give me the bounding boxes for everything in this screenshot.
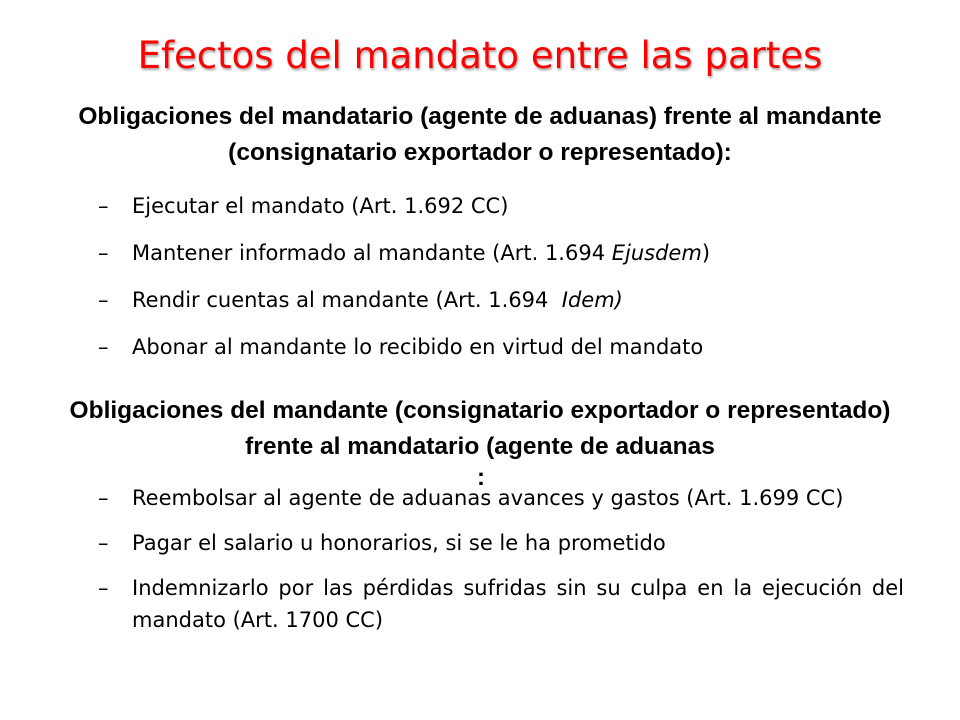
list-item — [98, 482, 904, 514]
list-item-text: Ejecutar el mandato (Art. 1.692 CC) — [132, 194, 509, 218]
bullet-dash-icon: – — [98, 531, 109, 555]
obligations-list-mandatario — [98, 190, 904, 378]
list-item — [98, 284, 904, 316]
bullet-dash-icon: – — [98, 288, 109, 312]
bullet-dash-icon: – — [98, 486, 109, 510]
section-heading-mandante: Obligaciones del mandante (consignatario exportador o representado) frente al mandatario (agente de aduanas — [69, 397, 891, 460]
obligations-list-mandante — [98, 482, 904, 649]
bullet-dash-icon: – — [98, 335, 109, 359]
list-item-italic-text: Idem) — [561, 288, 623, 312]
heading-trailing-colon: : — [477, 464, 485, 491]
list-item-text: Reembolsar al agente de aduanas avances y gastos (Art. 1.699 CC) — [132, 486, 844, 510]
list-item-text: Abonar al mandante lo recibido en virtud del mandato — [132, 335, 704, 359]
list-item-text: Indemnizarlo por las pérdidas sufridas sin su culpa en la ejecución del mandato (Art. 1700 CC) — [132, 576, 904, 632]
bullet-dash-icon: – — [98, 194, 109, 218]
list-item — [98, 190, 904, 222]
bullet-dash-icon: – — [98, 241, 109, 265]
list-item-italic-text: Ejusdem — [611, 241, 702, 265]
bullet-dash-icon: – — [98, 576, 109, 600]
list-item-text: Pagar el salario u honorarios, si se le ha prometido — [132, 531, 666, 555]
list-item-text: Rendir cuentas al mandante (Art. 1.694 — [132, 288, 562, 312]
section-heading-mandatario: Obligaciones del mandatario (agente de aduanas) frente al mandante (consignatario exportador o representado): — [78, 103, 882, 166]
list-item-text: Mantener informado al mandante (Art. 1.694 — [132, 241, 612, 265]
list-item-text-end: ) — [701, 241, 711, 265]
list-item — [98, 527, 904, 559]
list-item — [98, 572, 904, 636]
list-item — [98, 331, 904, 363]
slide-title: Efectos del mandato entre las partes — [137, 34, 823, 77]
list-item — [98, 237, 904, 269]
